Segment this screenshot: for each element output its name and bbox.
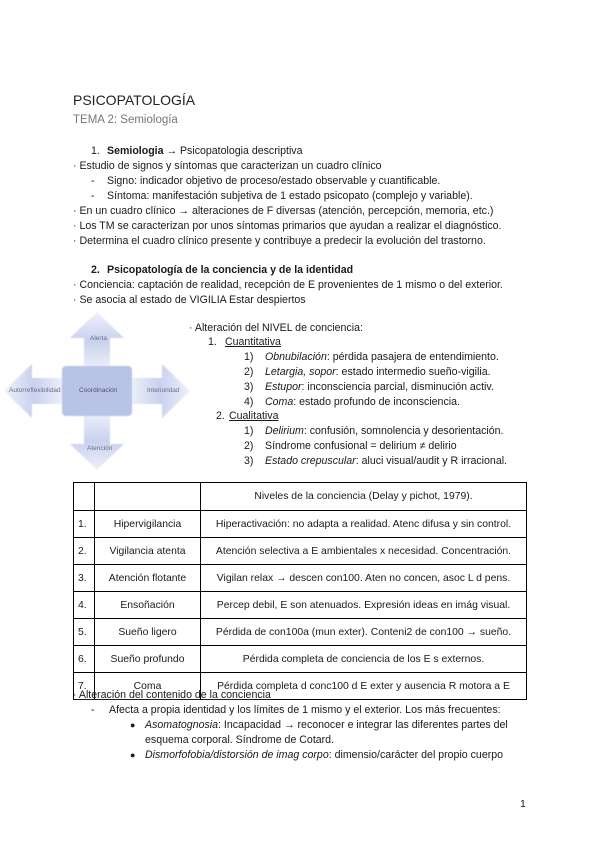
table-row <box>74 592 527 619</box>
section2-number: 2. <box>91 264 100 276</box>
content-dash-line: Afecta a propia identidad y los límites de 1 mismo y el exterior. Los más frecuentes: <box>109 704 501 716</box>
table-cell <box>74 483 95 511</box>
term: Delirium <box>265 425 304 437</box>
row-description: Pérdida completa d conc100 d E exter y ausencia R motora a E <box>201 673 527 700</box>
section1-heading-bold: Semiologia <box>107 145 164 157</box>
table-header: Niveles de la conciencia (Delay y pichot, 1979). <box>201 483 527 511</box>
section2-line1: · Conciencia: captación de realidad, recepción de E provenientes de 1 mismo o del exterior. <box>73 279 503 291</box>
arrow-down-shape <box>70 412 124 470</box>
term: Coma <box>265 396 294 408</box>
table-row <box>74 511 527 538</box>
levels-quant-number: 1. <box>208 336 217 348</box>
content-heading: · Alteración del contenido de la conciencia <box>73 689 271 701</box>
section1-heading <box>107 144 302 159</box>
table-cell <box>95 483 201 511</box>
levels-c3 <box>265 454 507 469</box>
page-number: 1 <box>520 798 526 810</box>
table-header-row <box>74 483 527 511</box>
list-number: 3) <box>244 381 254 393</box>
definition: : confusión, somnolencia y desorientación. <box>303 425 504 437</box>
levels-qual-number: 2. <box>216 410 225 422</box>
row-level-name: Sueño profundo <box>95 646 201 673</box>
section1-sign: Signo: indicador objetivo de proceso/estado observable y cuantificable. <box>107 175 441 187</box>
section1-heading-rest: → Psicopatologia descriptiva <box>163 145 303 157</box>
row-description: Vigilan relax → descen con100. Aten no concen, asoc L d pens. <box>201 565 527 592</box>
row-description: Pérdida de con100a (mun exter). Conteni2 de con100 → sueño. <box>201 619 527 646</box>
list-number: 1) <box>244 351 254 363</box>
row-number: 7. <box>74 673 95 700</box>
row-level-name: Atención flotante <box>95 565 201 592</box>
levels-q3 <box>265 380 494 395</box>
diagram-label-right: Interioridad <box>147 387 180 394</box>
bullet-dot-icon: ● <box>130 720 136 730</box>
definition: : estado intermedio sueño-vigilia. <box>335 366 491 378</box>
content-b1 <box>145 718 508 733</box>
content-b2 <box>145 748 503 763</box>
row-number: 3. <box>74 565 95 592</box>
section1-number: 1. <box>91 145 100 157</box>
levels-q4 <box>265 395 460 410</box>
diagram-label-bottom: Atención <box>87 445 113 452</box>
list-number: 1) <box>244 425 254 437</box>
levels-intro: · Alteración del NIVEL de conciencia: <box>189 322 363 334</box>
row-level-name: Ensoñación <box>95 592 201 619</box>
levels-quant-label: Cuantitativa <box>225 336 281 348</box>
term: Dismorfofobia/distorsión de imag corpo <box>145 749 329 761</box>
term: Estupor <box>265 381 302 393</box>
row-description: Percep debil, E son atenuados. Expresión ideas en imág visual. <box>201 592 527 619</box>
section1-line1: · Estudio de signos y síntomas que caracterizan un cuadro clínico <box>73 160 382 172</box>
diagram-label-center: Coordinación <box>79 387 118 394</box>
bullet-dot-icon: ● <box>130 750 136 760</box>
levels-qual-label: Cualitativa <box>229 410 279 422</box>
term: Letargia, sopor <box>265 366 336 378</box>
definition: : estado profundo de inconsciencia. <box>293 396 460 408</box>
section1-line4: · Determina el cuadro clínico presente y contribuye a predecir la evolución del trastorno. <box>73 235 486 247</box>
section1-line2: · En un cuadro clínico → alteraciones de F diversas (atención, percepción, memoria, etc.) <box>73 205 494 217</box>
row-level-name: Coma <box>95 673 201 700</box>
term: Estado crepuscular <box>265 455 356 467</box>
row-number: 1. <box>74 511 95 538</box>
dash-bullet: - <box>91 190 95 202</box>
row-level-name: Hipervigilancia <box>95 511 201 538</box>
levels-q1 <box>265 350 499 365</box>
row-description: Pérdida completa de conciencia de los E s externos. <box>201 646 527 673</box>
section2-line2: · Se asocia al estado de VIGILIA Estar despiertos <box>73 294 306 306</box>
list-number: 3) <box>244 455 254 467</box>
row-level-name: Vigilancia atenta <box>95 538 201 565</box>
list-number: 2) <box>244 440 254 452</box>
row-number: 2. <box>74 538 95 565</box>
table-row <box>74 565 527 592</box>
definition: : dimensio/carácter del propio cuerpo <box>328 749 504 761</box>
term: Obnubilación <box>265 351 327 363</box>
page-title: PSICOPATOLOGÍA <box>73 92 196 108</box>
table-row <box>74 646 527 673</box>
dash-bullet: - <box>91 704 95 716</box>
levels-c1 <box>265 424 504 439</box>
row-description: Atención selectiva a E ambientales x necesidad. Concentración. <box>201 538 527 565</box>
list-number: 2) <box>244 366 254 378</box>
row-level-name: Sueño ligero <box>95 619 201 646</box>
levels-c2: Síndrome confusional = delirium ≠ delirio <box>265 440 457 452</box>
section2-heading: Psicopatología de la conciencia y de la identidad <box>107 264 354 276</box>
table-row <box>74 538 527 565</box>
section1-line3: · Los TM se caracterizan por unos síntomas primarios que ayudan a realizar el diagnóstico. <box>73 220 502 232</box>
diagram-label-left: Autorreflexibilidad <box>9 387 61 394</box>
levels-q2 <box>265 365 491 380</box>
dash-bullet: - <box>91 175 95 187</box>
definition: : pérdida pasajera de entendimiento. <box>326 351 499 363</box>
consciousness-levels-table <box>73 482 527 700</box>
page-subtitle: TEMA 2: Semiología <box>73 114 178 126</box>
list-number: 4) <box>244 396 254 408</box>
row-description: Hiperactivación: no adapta a realidad. Atenc difusa y sin control. <box>201 511 527 538</box>
table-row <box>74 619 527 646</box>
content-b1-cont: esquema corporal. Síndrome de Cotard. <box>145 734 335 746</box>
definition: : Incapacidad → reconocer e integrar las diferentes partes del <box>218 719 508 731</box>
definition: : aluci visual/audit y R irracional. <box>355 455 508 467</box>
section1-symptom: Síntoma: manifestación subjetiva de 1 estado psicopato (complejo y variable). <box>107 190 473 202</box>
row-number: 4. <box>74 592 95 619</box>
diagram-label-top: Alerta <box>90 335 107 342</box>
term: Asomatognosia <box>145 719 219 731</box>
definition: : inconsciencia parcial, disminución activ. <box>301 381 494 393</box>
row-number: 6. <box>74 646 95 673</box>
row-number: 5. <box>74 619 95 646</box>
